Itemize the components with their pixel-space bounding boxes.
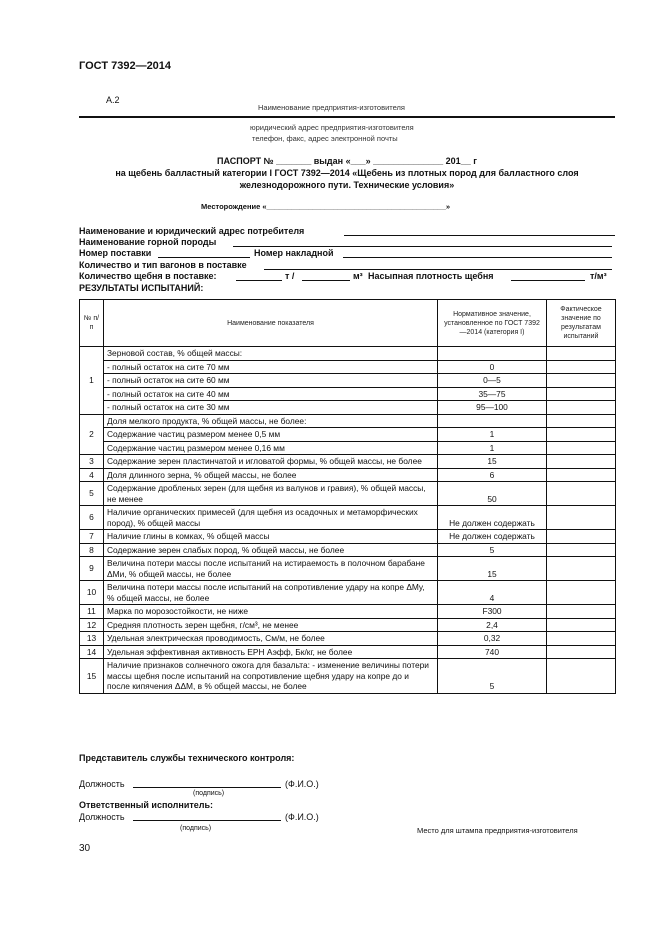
actual-value-cell[interactable]: [547, 605, 616, 619]
table-row: [80, 428, 616, 442]
resp-signature-caption: (подпись): [180, 825, 212, 832]
norm-value: 1: [438, 428, 547, 442]
norm-value: [438, 414, 547, 428]
row-number: 14: [80, 645, 104, 659]
wagons-label: Количество и тип вагонов в поставке: [79, 260, 247, 270]
indicator-name: Величина потери массы после испытаний на сопротивление удару на копре ΔMу, % общей массы, не более: [104, 581, 438, 605]
density-label: Насыпная плотность щебня: [368, 271, 494, 281]
rock-fill-line[interactable]: [233, 237, 612, 247]
row-number: 5: [80, 482, 104, 506]
indicator-name: - полный остаток на сите 40 мм: [104, 387, 438, 401]
actual-value-cell[interactable]: [547, 632, 616, 646]
indicator-name: Содержание частиц размером менее 0,16 мм: [104, 441, 438, 455]
actual-value-cell[interactable]: [547, 428, 616, 442]
indicator-name: Наличие признаков солнечного ожога для базальта: - изменение величины потери массы щебня после испытаний на сопротивление щебня удару на копре до и после кипячения ΔΔM, в % общей массы, не более: [104, 659, 438, 694]
actual-value-cell[interactable]: [547, 441, 616, 455]
row-number: 3: [80, 455, 104, 469]
norm-value: 15: [438, 455, 547, 469]
norm-value: 15: [438, 557, 547, 581]
resp-fio-label: (Ф.И.О.): [285, 812, 319, 822]
row-number: 4: [80, 468, 104, 482]
stamp-caption: Место для штампа предприятия-изготовителя: [417, 826, 578, 835]
row-number: 2: [80, 414, 104, 455]
annex-label: А.2: [106, 95, 120, 105]
unit-m3-label: м³: [353, 271, 363, 281]
actual-value-cell[interactable]: [547, 455, 616, 469]
quantity-t-fill-line[interactable]: [236, 271, 282, 281]
actual-value-cell[interactable]: [547, 645, 616, 659]
norm-value: F300: [438, 605, 547, 619]
indicator-name: Средняя плотность зерен щебня, г/см³, не менее: [104, 618, 438, 632]
table-row: [80, 468, 616, 482]
norm-value: Не должен содержать: [438, 530, 547, 544]
actual-value-cell[interactable]: [547, 482, 616, 506]
table-row: [80, 543, 616, 557]
unit-tm3-label: т/м³: [590, 271, 607, 281]
header-norm: Нормативное значение, установленное по ГОСТ 7392—2014 (категория I): [438, 300, 547, 347]
header-actual: Фактическое значение по результатам испытаний: [547, 300, 616, 347]
row-number: 11: [80, 605, 104, 619]
results-title: РЕЗУЛЬТАТЫ ИСПЫТАНИЙ:: [79, 283, 204, 293]
table-row: [80, 605, 616, 619]
indicator-name: Доля длинного зерна, % общей массы, не более: [104, 468, 438, 482]
indicator-name: Содержание частиц размером менее 0,5 мм: [104, 428, 438, 442]
norm-value: 6: [438, 468, 547, 482]
norm-value: 0: [438, 360, 547, 374]
passport-subtitle-2: железнодорожного пути. Технические условия»: [239, 180, 455, 190]
norm-value: [438, 347, 547, 361]
row-number: 9: [80, 557, 104, 581]
indicator-name: Доля мелкого продукта, % общей массы, не более:: [104, 414, 438, 428]
table-body: [80, 347, 616, 694]
actual-value-cell[interactable]: [547, 387, 616, 401]
standard-header: ГОСТ 7392—2014: [79, 60, 172, 72]
passport-title: ПАСПОРТ № _______ выдан «___» ______________ 201__ г: [217, 156, 477, 166]
indicator-name: Зерновой состав, % общей массы:: [104, 347, 438, 361]
table-row: [80, 387, 616, 401]
org-contacts-caption: телефон, факс, адрес электронной почты: [252, 134, 398, 143]
row-number: 7: [80, 530, 104, 544]
table-row: [80, 441, 616, 455]
norm-value: 0,32: [438, 632, 547, 646]
consumer-fill-line[interactable]: [344, 226, 615, 236]
norm-value: Не должен содержать: [438, 506, 547, 530]
indicator-name: - полный остаток на сите 70 мм: [104, 360, 438, 374]
qc-signature-caption: (подпись): [193, 790, 225, 797]
density-fill-line[interactable]: [511, 271, 585, 281]
actual-value-cell[interactable]: [547, 347, 616, 361]
table-row: [80, 347, 616, 361]
table-row: [80, 632, 616, 646]
table-row: [80, 506, 616, 530]
indicator-name: Марка по морозостойкости, не ниже: [104, 605, 438, 619]
row-number: 8: [80, 543, 104, 557]
row-number: 15: [80, 659, 104, 694]
indicator-name: - полный остаток на сите 30 мм: [104, 401, 438, 415]
indicator-name: Содержание дробленых зерен (для щебня из валунов и гравия), % общей массы, не менее: [104, 482, 438, 506]
indicator-name: Содержание зерен пластинчатой и игловатой формы, % общей массы, не более: [104, 455, 438, 469]
norm-value: 1: [438, 441, 547, 455]
org-name-caption: Наименование предприятия-изготовителя: [258, 103, 405, 112]
table-row: [80, 557, 616, 581]
actual-value-cell[interactable]: [547, 414, 616, 428]
actual-value-cell[interactable]: [547, 581, 616, 605]
norm-value: 95—100: [438, 401, 547, 415]
org-address-caption: юридический адрес предприятия-изготовителя: [250, 123, 414, 132]
qc-fio-label: (Ф.И.О.): [285, 779, 319, 789]
row-number: 13: [80, 632, 104, 646]
actual-value-cell[interactable]: [547, 557, 616, 581]
indicator-name: Удельная эффективная активность ЕРН Аэфф, Бк/кг, не более: [104, 645, 438, 659]
quantity-m3-fill-line[interactable]: [302, 271, 350, 281]
table-row: [80, 455, 616, 469]
indicator-name: Содержание зерен слабых пород, % общей массы, не более: [104, 543, 438, 557]
norm-value: 2,4: [438, 618, 547, 632]
actual-value-cell[interactable]: [547, 468, 616, 482]
norm-value: 4: [438, 581, 547, 605]
header-num: № п/п: [80, 300, 104, 347]
actual-value-cell[interactable]: [547, 506, 616, 530]
table-row: [80, 659, 616, 694]
actual-value-cell[interactable]: [547, 530, 616, 544]
norm-value: 0—5: [438, 374, 547, 388]
unit-t-label: т /: [285, 271, 295, 281]
quantity-label: Количество щебня в поставке:: [79, 271, 217, 281]
table-row: [80, 482, 616, 506]
table-row: [80, 581, 616, 605]
norm-value: 50: [438, 482, 547, 506]
table-row: [80, 401, 616, 415]
responsible-title: Ответственный исполнитель:: [79, 800, 214, 810]
norm-value: 5: [438, 543, 547, 557]
norm-value: 35—75: [438, 387, 547, 401]
header-name: Наименование показателя: [104, 300, 438, 347]
consumer-label: Наименование и юридический адрес потребителя: [79, 226, 305, 236]
table-row: [80, 645, 616, 659]
qc-position-label: Должность: [79, 779, 125, 789]
delivery-fill-line[interactable]: [158, 248, 250, 258]
delivery-label: Номер поставки: [79, 248, 152, 258]
resp-name-fill-line[interactable]: [133, 811, 281, 821]
resp-position-label: Должность: [79, 812, 125, 822]
qc-name-fill-line[interactable]: [133, 778, 281, 788]
indicator-name: - полный остаток на сите 60 мм: [104, 374, 438, 388]
table-row: [80, 360, 616, 374]
deposit-field: Месторождение «___________________________________________»: [201, 202, 451, 211]
norm-value: 5: [438, 659, 547, 694]
actual-value-cell[interactable]: [547, 543, 616, 557]
row-number: 1: [80, 347, 104, 415]
row-number: 6: [80, 506, 104, 530]
indicator-name: Наличие глины в комках, % общей массы: [104, 530, 438, 544]
indicator-name: Удельная электрическая проводимость, См/м, не более: [104, 632, 438, 646]
header-rule: [79, 116, 615, 118]
indicator-name: Величина потери массы после испытаний на истираемость в полочном барабане ΔMи, % общей массы, не более: [104, 557, 438, 581]
actual-value-cell[interactable]: [547, 659, 616, 694]
indicator-name: Наличие органических примесей (для щебня из осадочных и метаморфических пород), % общей массы: [104, 506, 438, 530]
wagons-fill-line[interactable]: [264, 260, 612, 270]
row-number: 12: [80, 618, 104, 632]
results-table: [79, 299, 616, 694]
waybill-label: Номер накладной: [254, 248, 334, 258]
table-row: [80, 530, 616, 544]
table-row: [80, 414, 616, 428]
table-row: [80, 374, 616, 388]
page-number: 30: [79, 843, 91, 854]
actual-value-cell[interactable]: [547, 360, 616, 374]
actual-value-cell[interactable]: [547, 401, 616, 415]
table-row: [80, 618, 616, 632]
rock-label: Наименование горной породы: [79, 237, 217, 247]
actual-value-cell[interactable]: [547, 374, 616, 388]
actual-value-cell[interactable]: [547, 618, 616, 632]
qc-title: Представитель службы технического контроля:: [79, 753, 295, 763]
row-number: 10: [80, 581, 104, 605]
passport-subtitle: на щебень балластный категории I ГОСТ 7392—2014 «Щебень из плотных пород для балластного слоя: [115, 168, 579, 178]
waybill-fill-line[interactable]: [343, 248, 612, 258]
norm-value: 740: [438, 645, 547, 659]
table-header-row: [80, 300, 616, 347]
